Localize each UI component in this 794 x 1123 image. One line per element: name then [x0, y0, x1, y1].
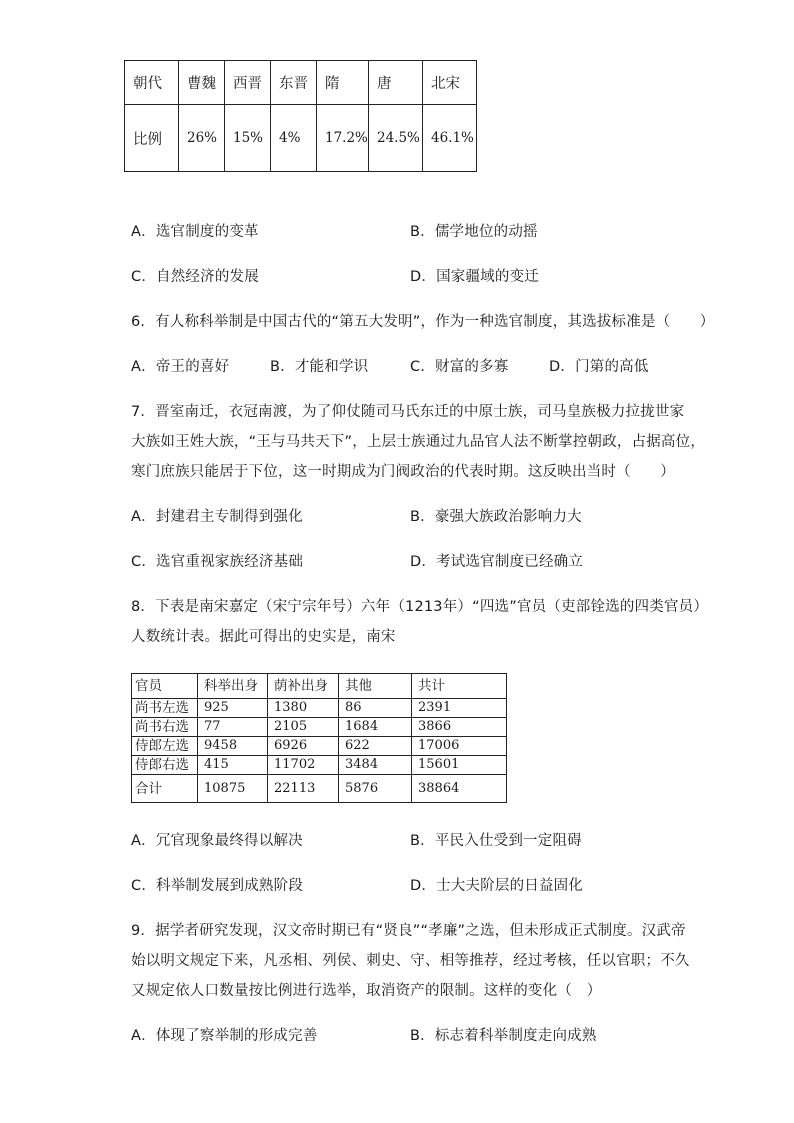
table-cell: 其他 — [339, 674, 412, 699]
official-count-table — [131, 673, 507, 803]
q8-option-a: A．冗官现象最终得以解决 — [131, 833, 303, 849]
table-cell: 4% — [271, 105, 317, 172]
table-cell: 朝代 — [125, 61, 179, 105]
q7-stem-line-3: 寒门庶族只能居于下位，这一时期成为门阀政治的代表时期。这反映出当时（ ） — [131, 464, 675, 480]
table-row — [125, 105, 477, 172]
q5-option-c: C．自然经济的发展 — [131, 269, 259, 285]
q5-option-a: A．选官制度的变革 — [131, 224, 259, 240]
table-cell: 官员 — [132, 674, 198, 699]
table-cell: 24.5% — [369, 105, 423, 172]
table-cell: 尚书右选 — [132, 718, 198, 737]
table-cell: 2105 — [268, 718, 339, 737]
table-total-row — [132, 775, 507, 803]
q8-option-b: B．平民入仕受到一定阻碍 — [410, 833, 582, 849]
table-cell: 1684 — [339, 718, 412, 737]
table-cell: 东晋 — [271, 61, 317, 105]
table-row — [132, 756, 507, 775]
table-cell: 5876 — [339, 775, 412, 803]
table-cell: 3866 — [412, 718, 507, 737]
table-cell: 86 — [339, 699, 412, 718]
table-cell: 77 — [198, 718, 268, 737]
table-cell: 曹魏 — [179, 61, 225, 105]
table-cell: 侍郎左选 — [132, 737, 198, 756]
table-cell: 622 — [339, 737, 412, 756]
q5-option-d: D．国家疆域的变迁 — [410, 269, 539, 285]
table-cell: 荫补出身 — [268, 674, 339, 699]
table-cell: 隋 — [317, 61, 369, 105]
q7-option-d: D．考试选官制度已经确立 — [410, 554, 584, 570]
q7-stem-line-2: 大族如王姓大族，“王与马共天下”，上层士族通过九品官人法不断掌控朝政，占据高位， — [131, 434, 706, 450]
table-cell: 46.1% — [423, 105, 477, 172]
q6-option-a: A．帝王的喜好 — [131, 359, 230, 375]
table-cell: 唐 — [369, 61, 423, 105]
q8-option-d: D．士大夫阶层的日益固化 — [410, 878, 584, 894]
table-cell: 共计 — [412, 674, 507, 699]
table-cell: 尚书左选 — [132, 699, 198, 718]
table-cell: 9458 — [198, 737, 268, 756]
q8-stem-line-1: 8．下表是南宋嘉定（宋宁宗年号）六年（1213年）“四选”官员（吏部铨选的四类官员） — [131, 599, 709, 615]
table-cell: 3484 — [339, 756, 412, 775]
q6-stem: 6．有人称科举制是中国古代的“第五大发明”，作为一种选官制度，其选拔标准是（ ） — [131, 314, 715, 330]
table-row — [132, 718, 507, 737]
table-cell: 侍郎右选 — [132, 756, 198, 775]
table-cell: 17006 — [412, 737, 507, 756]
table-row — [125, 61, 477, 105]
table-cell: 22113 — [268, 775, 339, 803]
table-cell: 415 — [198, 756, 268, 775]
q9-option-a: A．体现了察举制的形成完善 — [131, 1028, 318, 1044]
table-cell: 2391 — [412, 699, 507, 718]
q7-option-a: A．封建君主专制得到强化 — [131, 509, 303, 525]
table-cell: 38864 — [412, 775, 507, 803]
table-cell: 科举出身 — [198, 674, 268, 699]
table-cell: 26% — [179, 105, 225, 172]
table-cell: 合计 — [132, 775, 198, 803]
table-cell: 1380 — [268, 699, 339, 718]
table-row — [132, 699, 507, 718]
q8-option-c: C．科举制发展到成熟阶段 — [131, 878, 304, 894]
table-cell: 北宋 — [423, 61, 477, 105]
dynasty-ratio-table — [124, 60, 477, 172]
q6-option-d: D．门第的高低 — [549, 359, 649, 375]
table-cell: 15601 — [412, 756, 507, 775]
table-cell: 17.2% — [317, 105, 369, 172]
table-cell: 15% — [225, 105, 271, 172]
table-cell: 925 — [198, 699, 268, 718]
q5-option-b: B．儒学地位的动摇 — [410, 224, 538, 240]
q9-option-b: B．标志着科举制度走向成熟 — [410, 1028, 597, 1044]
q8-stem-line-2: 人数统计表。据此可得出的史实是，南宋 — [131, 629, 396, 645]
q7-option-c: C．选官重视家族经济基础 — [131, 554, 304, 570]
table-cell: 10875 — [198, 775, 268, 803]
table-header-row — [132, 674, 507, 699]
table-cell: 6926 — [268, 737, 339, 756]
q6-option-b: B．才能和学识 — [270, 359, 369, 375]
q7-option-b: B．豪强大族政治影响力大 — [410, 509, 582, 525]
q9-stem-line-2: 始以明文规定下来，凡丞相、列侯、刺史、守、相等推荐，经过考核，任以官职；不久 — [131, 953, 690, 969]
q9-stem-line-3: 又规定依人口数量按比例进行选举，取消资产的限制。这样的变化（ ） — [131, 983, 602, 999]
table-cell: 11702 — [268, 756, 339, 775]
q7-stem-line-1: 7．晋室南迁，衣冠南渡，为了仰仗随司马氏东迁的中原士族，司马皇族极力拉拢世家 — [131, 404, 685, 420]
table-row — [132, 737, 507, 756]
table-cell: 西晋 — [225, 61, 271, 105]
table-cell: 比例 — [125, 105, 179, 172]
q6-option-c: C．财富的多寡 — [410, 359, 509, 375]
q9-stem-line-1: 9．据学者研究发现，汉文帝时期已有“贤良”“孝廉”之选，但未形成正式制度。汉武帝 — [131, 923, 686, 939]
